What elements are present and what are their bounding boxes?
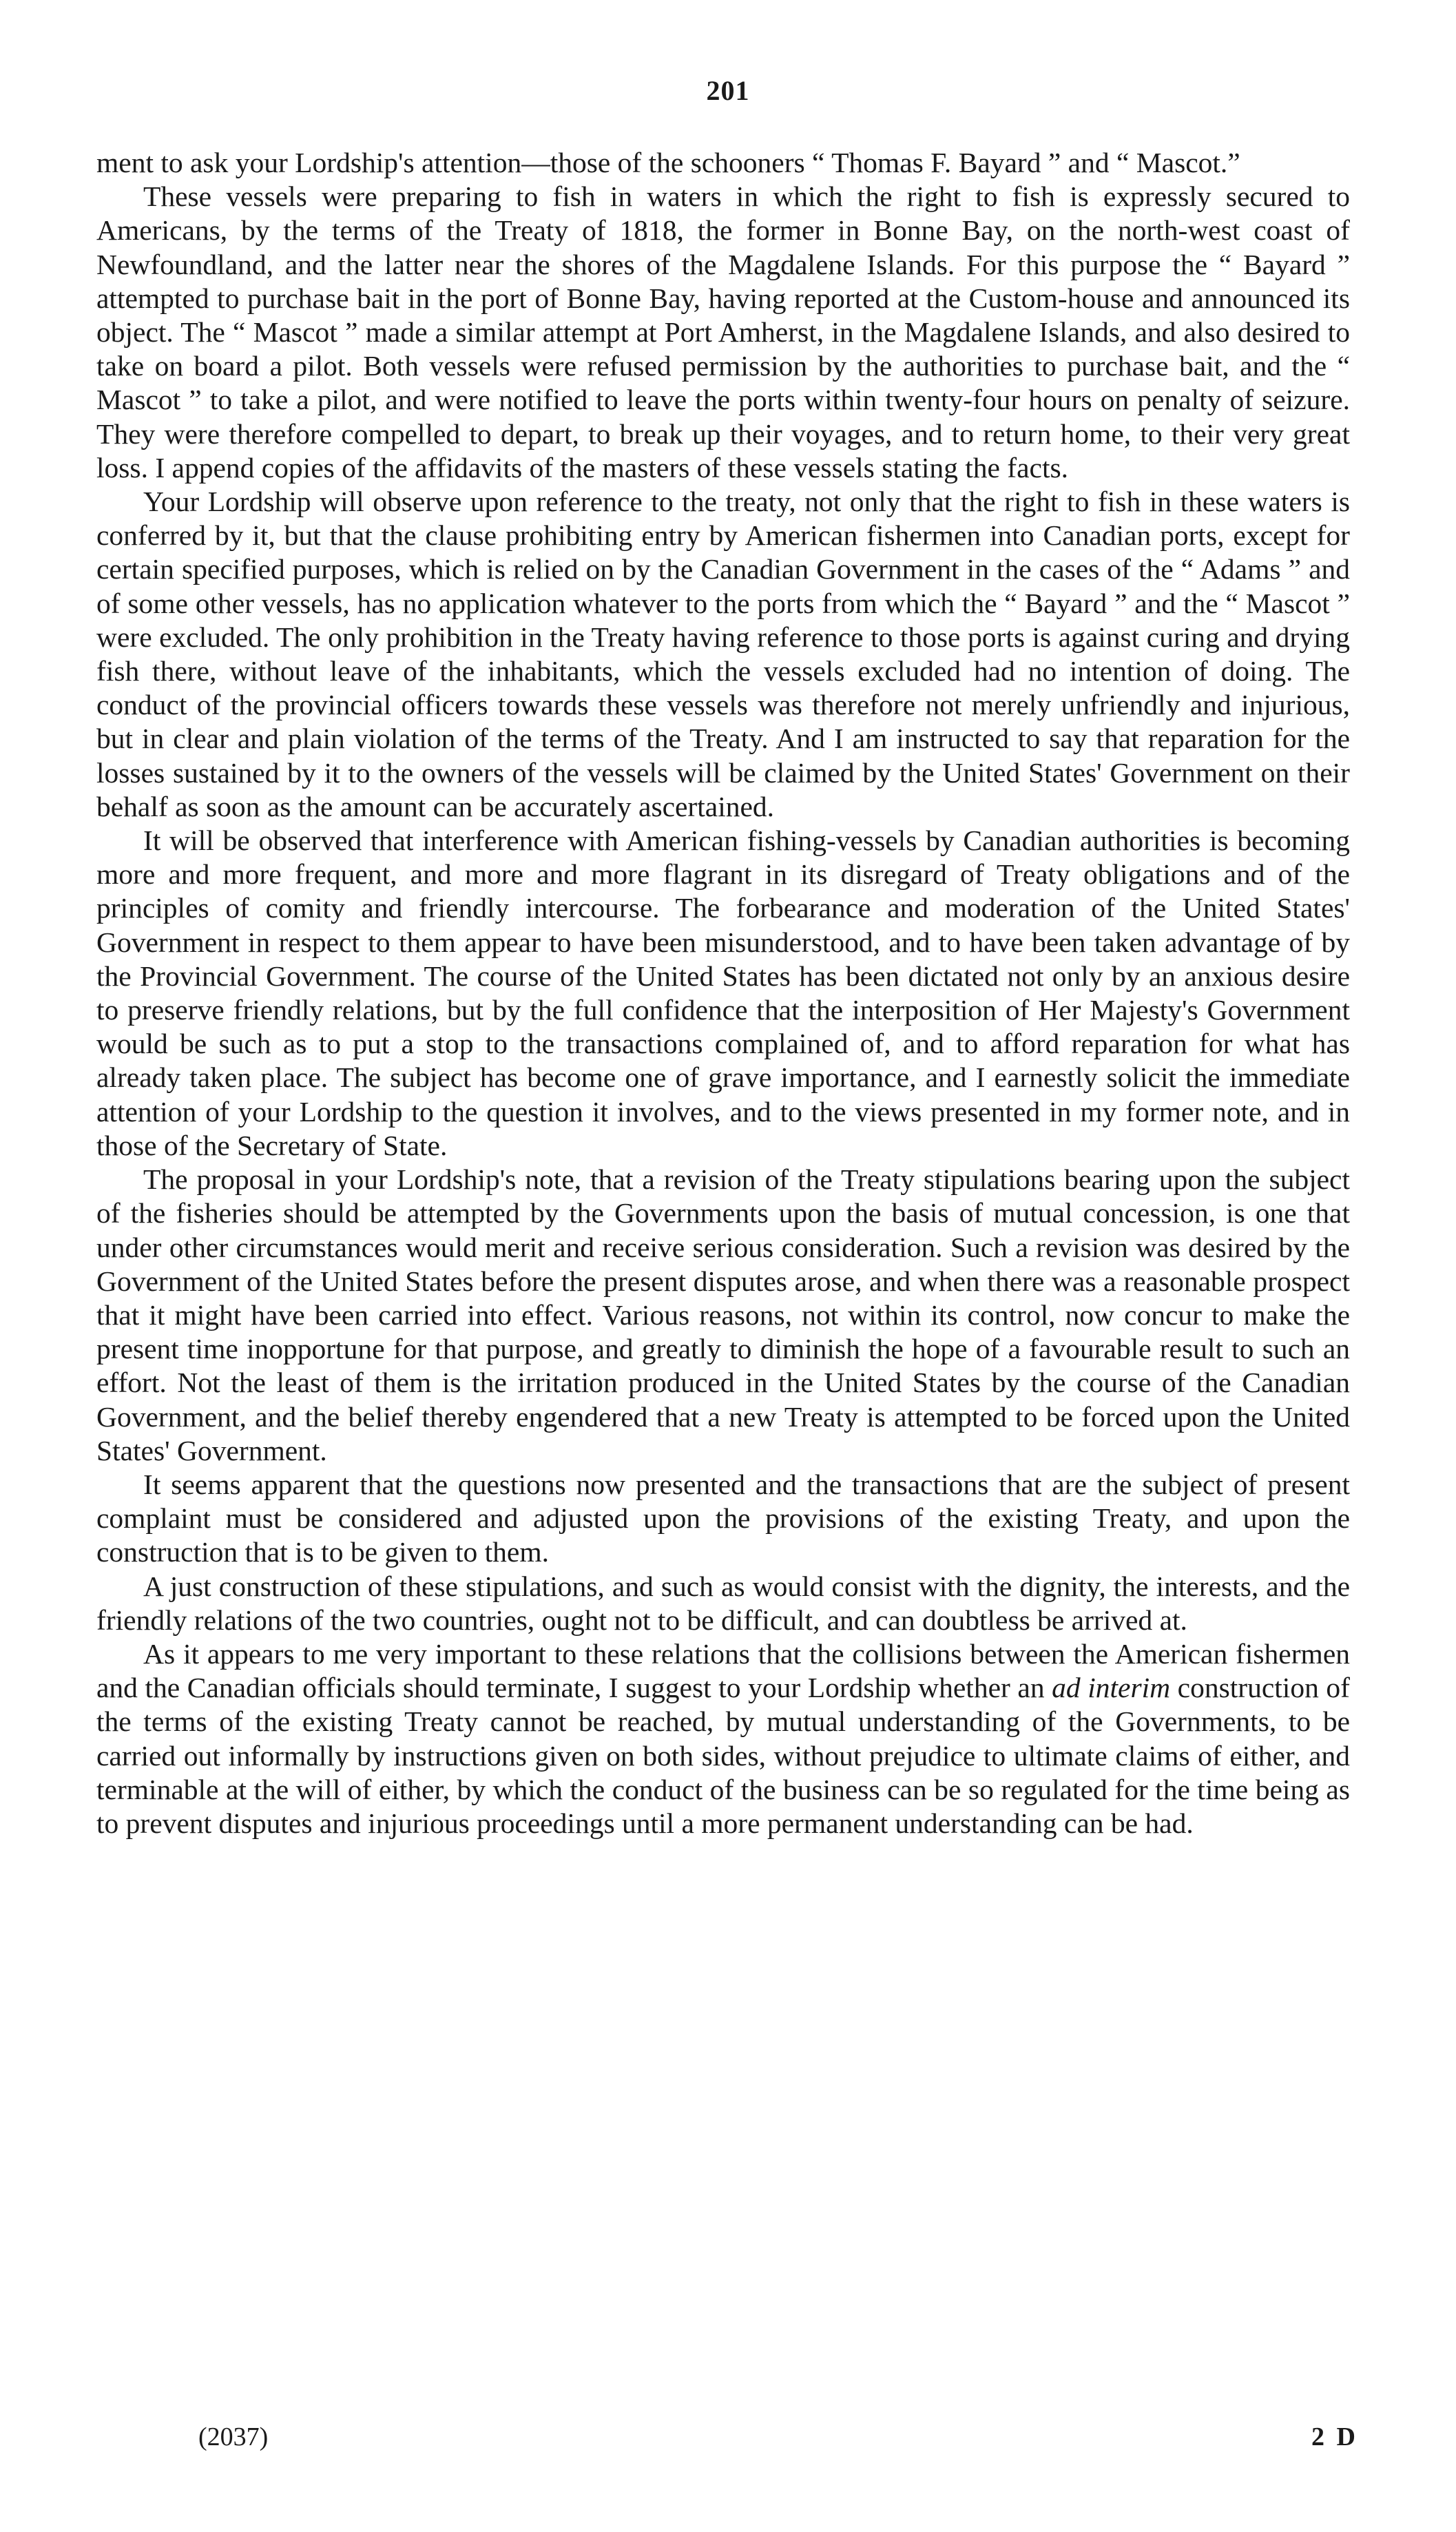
letter-body — [96, 146, 1350, 1840]
paragraph-8-before: As it appears to me very important to these relations that the collisions between the American fishermen and the Canadian officials should terminate, I suggest to your Lordship whether an — [96, 1637, 1350, 1704]
paragraph-8 — [96, 1637, 1350, 1840]
paragraph-6: It seems apparent that the questions now presented and the transactions that are the subject of present complaint must be considered and adjusted upon the provisions of the existing Treaty, and upon the construction that is to be given to them. — [96, 1468, 1350, 1568]
paragraph-1: ment to ask your Lordship's attention—those of the schooners “ Thomas F. Bayard ” and “ Mascot.” — [96, 147, 1240, 178]
footer-signature-number: (2037) — [198, 2422, 269, 2451]
paragraph-7: A just construction of these stipulations, and such as would consist with the dignity, the interests, and the friendly relations of the two countries, ought not to be difficult, and can doubtless be arrived at. — [96, 1570, 1350, 1636]
paragraph-2: These vessels were preparing to fish in waters in which the right to fish is expressly secured to Americans, by the terms of the Treaty of 1818, the former in Bonne Bay, on the north-west coast of Newfoundland, and the latter near the shores of the Magdalene Islands. For this purpose the “ Bayard ” attempted to purchase bait in the port of Bonne Bay, having reported at the Custom-house and announced its object. The “ Mascot ” made a similar attempt at Port Amherst, in the Magdalene Islands, and also desired to take on board a pilot. Both vessels were refused permission by the authorities to purchase bait, and the “ Mascot ” to take a pilot, and were notified to leave the ports within twenty-four hours on penalty of seizure. They were therefore compelled to depart, to break up their voyages, and to return home, to their very great loss. I append copies of the affidavits of the masters of these vessels stating the facts. — [96, 180, 1350, 484]
paragraph-5: The proposal in your Lordship's note, that a revision of the Treaty stipulations bearing upon the subject of the fisheries should be attempted by the Governments upon the basis of mutual concession, is one that under other circumstances would merit and receive serious consideration. Such a revision was desired by the Government of the United States before the present disputes arose, and when there was a reasonable prospect that it might have been carried into effect. Various reasons, not within its control, now concur to make the present time inopportune for that purpose, and greatly to diminish the hope of a favourable result to such an effort. Not the least of them is the irritation produced in the United States by the course of the Canadian Government, and the belief thereby engendered that a new Treaty is attempted to be forced upon the United States' Government. — [96, 1163, 1350, 1466]
page-number: 201 — [706, 75, 750, 106]
paragraph-3: Your Lordship will observe upon reference to the treaty, not only that the right to fish in these waters is conferred by it, but that the clause prohibiting entry by American fishermen into Canadian ports, except for certain specified purposes, which is relied on by the Canadian Government in the cases of the “ Adams ” and of some other vessels, has no application whatever to the ports from which the “ Bayard ” and the “ Mascot ” were excluded. The only prohibition in the Treaty having reference to those ports is against curing and drying fish there, without leave of the inhabitants, which the vessels excluded had no intention of doing. The conduct of the provincial officers towards these vessels was therefore not merely unfriendly and injurious, but in clear and plain violation of the terms of the Treaty. And I am instructed to say that reparation for the losses sustained by it to the owners of the vessels will be claimed by the United States' Government on their behalf as soon as the amount can be accurately ascertained. — [96, 486, 1350, 822]
paragraph-8-after: construction of the terms of the existing Treaty cannot be reached, by mutual understanding of the Governments, to be carried out informally by instructions given on both sides, without prejudice to ultimate claims of either, and terminable at the will of either, by which the conduct of the business can be so regulated for the time being as to prevent disputes and injurious proceedings until a more permanent understanding can be had. — [96, 1672, 1350, 1839]
paragraph-4: It will be observed that interference with American fishing-vessels by Canadian authorities is becoming more and more frequent, and more and more flagrant in its disregard of Treaty obligations and of the principles of comity and friendly intercourse. The forbearance and moderation of the United States' Government in respect to them appear to have been misunderstood, and to have been taken advantage of by the Provincial Government. The course of the United States has been dictated not only by an anxious desire to preserve friendly relations, but by the full confidence that the interposition of Her Majesty's Government would be such as to put a stop to the transactions complained of, and to afford reparation for what has already taken place. The subject has become one of grave importance, and I earnestly solicit the immediate attention of your Lordship to the question it involves, and to the views presented in my former note, and in those of the Secretary of State. — [96, 824, 1350, 1161]
footer-signature-mark: 2 D — [1311, 2422, 1358, 2451]
paragraph-8-emphasis: ad interim — [1052, 1672, 1171, 1704]
